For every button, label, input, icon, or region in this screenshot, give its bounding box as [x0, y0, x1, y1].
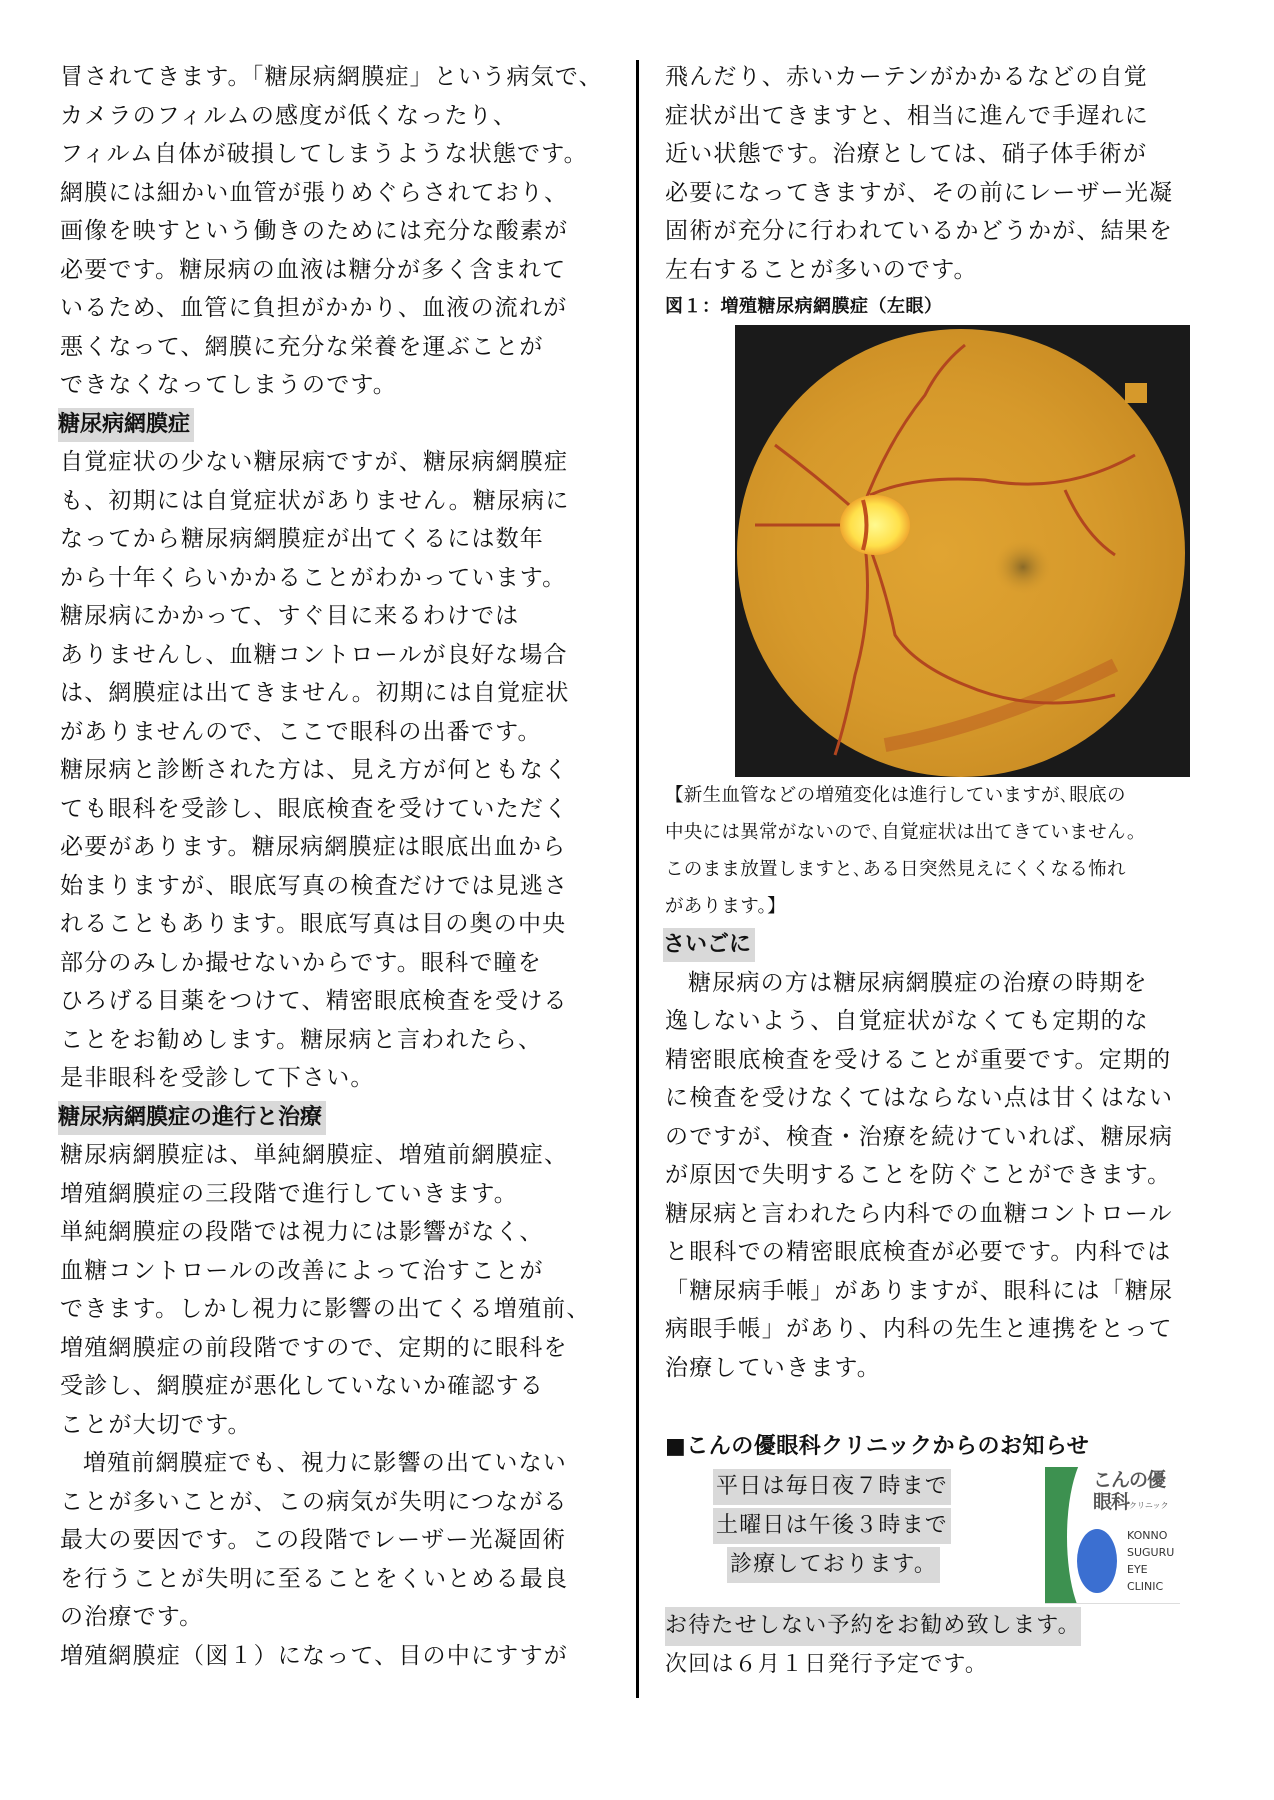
text-line: 必要があります。糖尿病網膜症は眼底出血から — [60, 834, 567, 860]
continued-paragraph — [665, 58, 1230, 289]
text-line: の治療です。 — [60, 1604, 204, 1630]
section-heading-progression-treatment: 糖尿病網膜症の進行と治療 — [58, 1101, 326, 1135]
text-line: から十年くらいかかることがわかっています。 — [60, 564, 567, 591]
text-line: できます。しかし視力に影響の出てくる増殖前、 — [60, 1296, 591, 1322]
text-line: 糖尿病にかかって、すぐ目に来るわけでは — [60, 603, 520, 629]
text-line: を行うことが失明に至ることをくいとめる最良 — [60, 1565, 569, 1592]
text-line: のですが、検査・治療を続けていれば、糖尿病 — [665, 1123, 1174, 1150]
text-line: 「糖尿病手帳」がありますが、眼科には「糖尿 — [665, 1277, 1174, 1304]
text-line: がありませんので、ここで眼科の出番です。 — [60, 718, 542, 745]
text-line: も、初期には自覚症状がありません。糖尿病に — [60, 487, 570, 514]
hours-note: 診療しております。 — [727, 1547, 940, 1583]
fundus-image-icon — [735, 325, 1190, 777]
text-line: 必要になってきますが、その前にレーザー光凝 — [665, 179, 1174, 206]
section-heading-wrap — [60, 405, 620, 444]
text-line: 自覚症状の少ない糖尿病ですが、糖尿病網膜症 — [60, 449, 569, 475]
section1-body — [60, 443, 620, 1098]
logo-name-en — [1127, 1527, 1174, 1595]
text-line: ても眼科を受診し、眼底検査を受けていただく — [60, 795, 569, 822]
text-line: ことをお勧めします。糖尿病と言われたら、 — [60, 1026, 543, 1053]
text-line: 始まりますが、眼底写真の検査だけでは見逃さ — [60, 872, 569, 899]
text-line: ことが大切です。 — [60, 1411, 252, 1438]
text-line: が原因で失明することを防ぐことができます。 — [665, 1162, 1172, 1188]
text-line: なってから糖尿病網膜症が出てくるには数年 — [60, 526, 544, 552]
notice-box — [665, 1467, 1230, 1607]
caption-line: があります。】 — [665, 896, 786, 917]
text-line: ひろげる目薬をつけて、精密眼底検査を受ける — [60, 988, 568, 1014]
caption-line: 中央には異常がないので､自覚症状は出てきていません。 — [665, 822, 1146, 843]
text-line: 糖尿病網膜症は、単純網膜症、増殖前網膜症、 — [60, 1142, 569, 1168]
text-line: 糖尿病と診断された方は、見え方が何ともなく — [60, 757, 569, 783]
section-heading-conclusion: さいごに — [663, 928, 755, 962]
text-line: 増殖網膜症（図１）になって、目の中にすすが — [60, 1642, 568, 1669]
clinic-hours — [713, 1469, 951, 1586]
text-line: 画像を映すという働きのためには充分な酸素が — [60, 218, 569, 244]
text-line: に検査を受けなくてはならない点は甘くはない — [665, 1085, 1174, 1111]
logo-en-line: CLINIC — [1127, 1580, 1164, 1593]
text-line: 病眼手帳」があり、内科の先生と連携をとって — [665, 1316, 1173, 1342]
text-line: いるため、血管に負担がかかり、血液の流れが — [60, 295, 568, 321]
next-issue-note: 次回は６月１日発行予定です。 — [665, 1651, 989, 1677]
text-line: 増殖前網膜症でも、視力に影響の出ていない — [83, 1450, 567, 1476]
text-line: 飛んだり、赤いカーテンがかかるなどの自覚 — [665, 64, 1148, 90]
text-line: 冒されてきます。「糖尿病網膜症」という病気で、 — [60, 64, 603, 90]
hours-weekday: 平日は毎日夜７時まで — [713, 1469, 951, 1505]
left-column — [60, 58, 620, 1675]
column-divider — [636, 60, 639, 1698]
text-line: 必要です。糖尿病の血液は糖分が多く含まれて — [60, 256, 567, 283]
text-line: 症状が出てきますと、相当に進んで手遅れに — [665, 102, 1149, 129]
text-line: 部分のみしか撮せないからです。眼科で瞳を — [60, 949, 542, 976]
text-line: できなくなってしまうのです。 — [60, 372, 397, 398]
text-line: は、網膜症は出てきません。初期には自覚症状 — [60, 680, 570, 706]
text-line: 血糖コントロールの改善によって治すことが — [60, 1257, 544, 1284]
text-line: 左右することが多いのです。 — [665, 256, 978, 283]
right-column — [665, 58, 1230, 1684]
section-heading-wrap — [665, 925, 1230, 964]
text-line: と眼科での精密眼底検査が必要です。内科では — [665, 1239, 1172, 1265]
text-line: ありませんし、血糖コントロールが良好な場合 — [60, 641, 568, 668]
logo-en-line: EYE — [1127, 1563, 1148, 1576]
hours-saturday: 土曜日は午後３時まで — [713, 1508, 951, 1544]
section-heading-wrap — [60, 1098, 620, 1137]
caption-line: 【新生血管などの増殖変化は進行していますが､眼底の — [665, 785, 1126, 806]
text-line: 悪くなって、網膜に充分な栄養を運ぶことが — [60, 333, 544, 360]
text-line: 増殖網膜症の三段階で進行していきます。 — [60, 1180, 518, 1207]
text-line: 固術が充分に行われているかどうかが、結果を — [665, 218, 1174, 244]
text-line: ことが多いことが、この病気が失明につながる — [60, 1488, 568, 1515]
notice-title: ■こんの優眼科クリニックからのお知らせ — [665, 1434, 1090, 1459]
section3-body — [665, 964, 1230, 1388]
text-line: 近い状態です。治療としては、硝子体手術が — [665, 141, 1148, 167]
text-line: 最大の要因です。この段階でレーザー光凝固術 — [60, 1527, 567, 1553]
notice-footer — [665, 1607, 1230, 1684]
clinic-logo — [1045, 1467, 1180, 1604]
text-line: れることもあります。眼底写真は目の奥の中央 — [60, 911, 567, 937]
figure-caption — [665, 777, 1230, 925]
fundus-photograph — [735, 325, 1190, 777]
text-line: 逸しないよう、自覚症状がなくても定期的な — [665, 1008, 1149, 1034]
text-line: 糖尿病の方は糖尿病網膜症の治療の時期を — [688, 969, 1148, 996]
text-line: カメラのフィルムの感度が低くなったり、 — [60, 102, 518, 129]
text-line: フィルム自体が破損してしまうような状態です。 — [60, 141, 588, 167]
spacer — [665, 1387, 1230, 1427]
logo-name-jp: こんの優 — [1093, 1469, 1166, 1491]
reservation-note: お待たせしない予約をお勧め致します。 — [665, 1607, 1081, 1646]
text-line: 治療していきます。 — [665, 1354, 881, 1381]
text-line: 増殖網膜症の前段階ですので、定期的に眼科を — [60, 1334, 568, 1361]
text-line: 糖尿病と言われたら内科での血糖コントロール — [665, 1200, 1173, 1227]
text-line: 精密眼底検査を受けることが重要です。定期的 — [665, 1046, 1172, 1073]
text-line: 網膜には細かい血管が張りめぐらされており、 — [60, 179, 569, 206]
text-line: 受診し、網膜症が悪化していないか確認する — [60, 1373, 544, 1399]
figure-title: 図１：増殖糖尿病網膜症（左眼） — [665, 296, 943, 317]
logo-clinic-small: クリニック — [1129, 1501, 1169, 1510]
text-line: 是非眼科を受診して下さい。 — [60, 1065, 375, 1091]
caption-line: このまま放置しますと､ある日突然見えにくくなる怖れ — [665, 859, 1126, 880]
logo-en-line: KONNO — [1127, 1529, 1168, 1542]
section2-body — [60, 1136, 620, 1675]
logo-en-line: SUGURU — [1127, 1546, 1175, 1559]
logo-dept-text: 眼科 — [1093, 1491, 1130, 1513]
eye-icon — [1077, 1529, 1117, 1593]
logo-dept-jp — [1093, 1491, 1169, 1517]
section-heading-diabetic-retinopathy: 糖尿病網膜症 — [58, 408, 194, 442]
text-line: 単純網膜症の段階では視力には影響がなく、 — [60, 1219, 544, 1245]
intro-paragraph — [60, 58, 620, 405]
